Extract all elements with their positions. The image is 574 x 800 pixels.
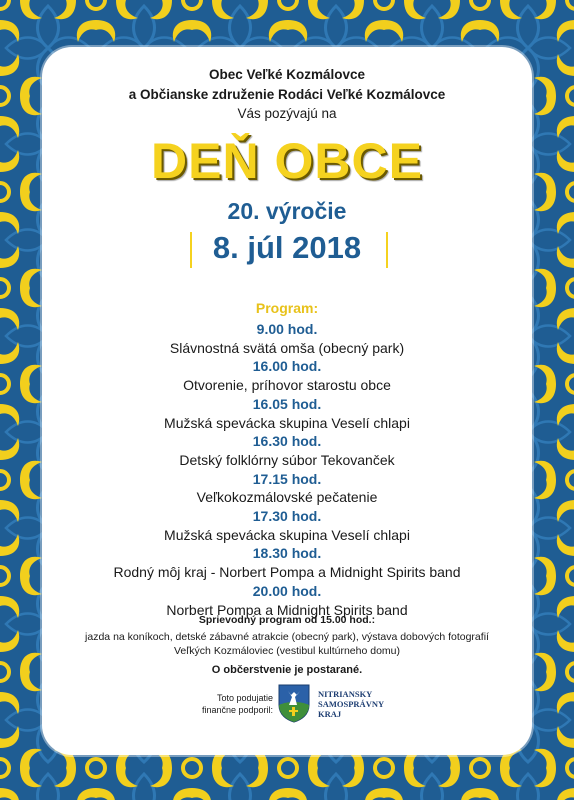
- program-event: Mužská spevácka skupina Veselí chlapi: [164, 414, 410, 431]
- program-time: 9.00 hod.: [256, 321, 318, 337]
- program-event: Norbert Pompa a Midnight Spirits band: [166, 601, 408, 618]
- program-time: 17.30 hod.: [252, 508, 322, 525]
- sponsor-name-line-1: NITRIANSKY: [318, 689, 373, 699]
- program-event: Otvorenie, príhovor starostu obce: [183, 377, 391, 394]
- program-event: Rodný môj kraj - Norbert Pompa a Midnight Spirits band: [113, 564, 461, 581]
- accompanying-program-line-1: jazda na koníkoch, detské zábavné atrakcie (obecný park), výstava dobových fotografií: [85, 631, 489, 643]
- program-event: Detský folklórny súbor Tekovanček: [179, 451, 395, 468]
- regional-coat-of-arms-icon: [277, 683, 311, 723]
- program-list: [0, 320, 574, 619]
- program-heading: Program:: [255, 300, 319, 316]
- organizer-line-1: Obec Veľké Kozmálovce: [208, 67, 366, 82]
- support-line-1: Toto podujatie: [216, 693, 273, 703]
- sponsor-name-line-2: SAMOSPRÁVNY: [318, 699, 385, 709]
- accompanying-program-line-2: Veľkých Kozmáloviec (vestibul kultúrneho domu): [173, 645, 400, 657]
- program-event: Mužská spevácka skupina Veselí chlapi: [164, 526, 410, 543]
- program-time: 16.05 hod.: [252, 395, 322, 412]
- event-title: DEŇ OBCE: [151, 133, 423, 189]
- program-time: 18.30 hod.: [252, 545, 322, 562]
- support-line-2: finančne podporil:: [201, 705, 273, 715]
- sponsor-name-line-3: KRAJ: [318, 709, 342, 719]
- program-time: 20.00 hod.: [252, 582, 322, 599]
- program-time: 16.30 hod.: [252, 433, 322, 450]
- sponsor-name: [318, 689, 384, 719]
- program-time: 17.15 hod.: [252, 470, 322, 487]
- catering-note: O občerstvenie je postarané.: [211, 664, 363, 676]
- invitation-text: Vás pozývajú na: [237, 106, 337, 121]
- accompanying-program-heading: Sprievodný program od 15.00 hod.:: [198, 614, 376, 626]
- support-text: [188, 692, 273, 716]
- program-event: Slávnostná svätá omša (obecný park): [169, 339, 405, 356]
- organizer-line-2: a Občianske združenie Rodáci Veľké Kozmálovce: [128, 87, 446, 102]
- event-date: 8. júl 2018: [212, 230, 362, 265]
- program-time: 16.00 hod.: [252, 358, 322, 375]
- anniversary-label: 20. výročie: [227, 198, 347, 224]
- program-event: Veľkokozmálovské pečatenie: [196, 489, 378, 506]
